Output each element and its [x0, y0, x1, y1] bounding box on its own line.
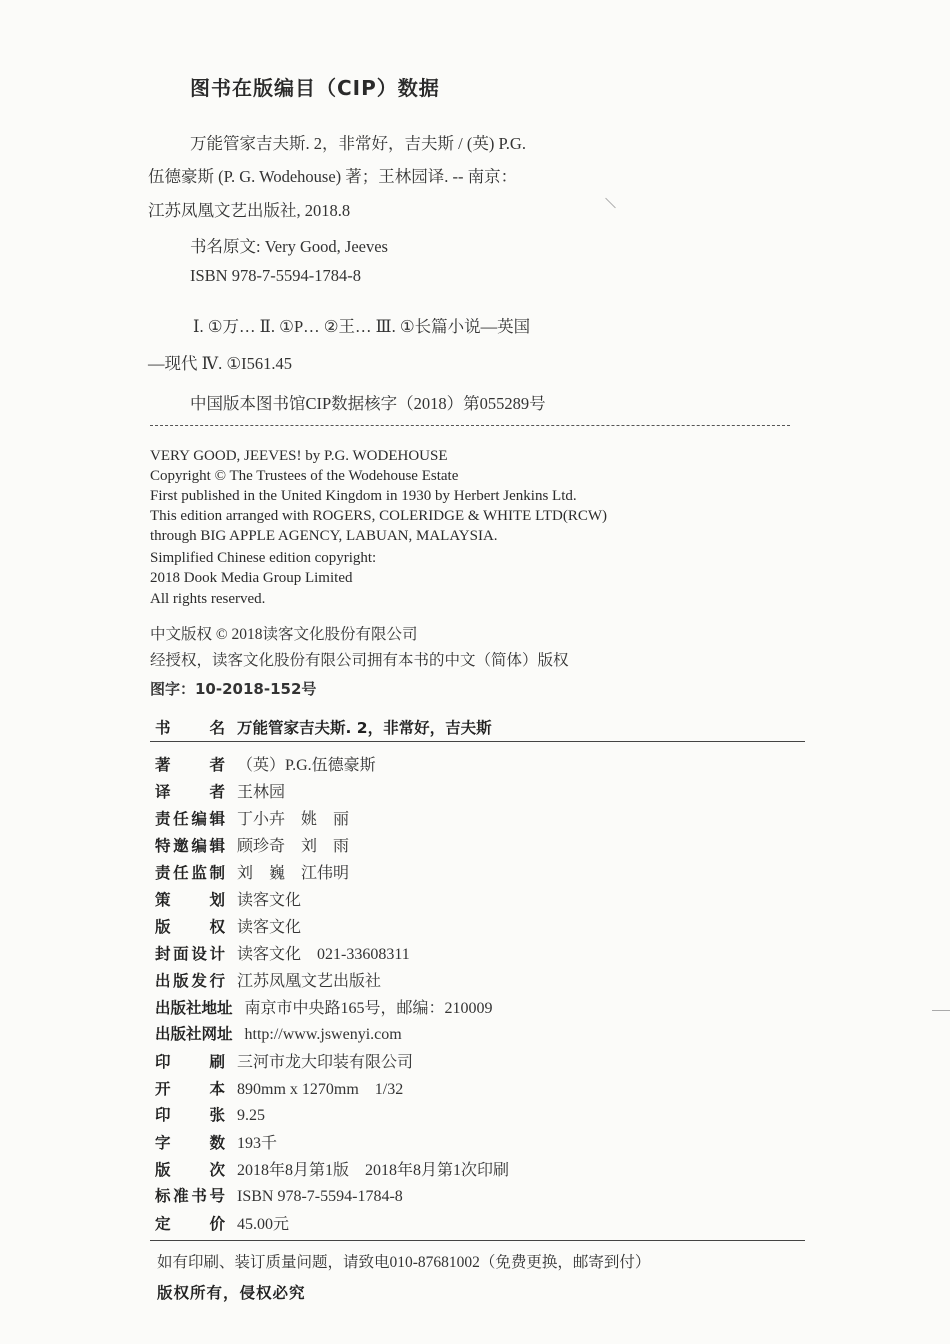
cip-line-6: Ⅰ. ①万… Ⅱ. ①P… ②王… Ⅲ. ①长篇小说—英国	[193, 317, 531, 336]
detail-value: 45.00元	[237, 1216, 290, 1233]
detail-label: 字 数	[155, 1134, 225, 1152]
detail-row-address	[155, 995, 493, 1019]
detail-row-word-count	[155, 1130, 277, 1154]
detail-label: 出版发行	[155, 972, 225, 990]
english-line-8: All rights reserved.	[150, 591, 266, 607]
detail-row-price	[155, 1211, 289, 1235]
detail-value: 王林园	[237, 784, 286, 801]
detail-row-publisher	[155, 968, 381, 992]
detail-label: 出版社网址	[155, 1025, 233, 1043]
detail-label: 责任监制	[155, 864, 225, 882]
detail-label: 印 张	[155, 1106, 225, 1124]
english-line-2: Copyright © The Trustees of the Wodehouse Estate	[150, 468, 459, 484]
footer-divider	[150, 1240, 805, 1241]
detail-value: 丁小卉 姚 丽	[237, 811, 350, 828]
book-title-value: 万能管家吉夫斯. 2，非常好，吉夫斯	[237, 719, 492, 737]
english-line-5: through BIG APPLE AGENCY, LABUAN, MALAYSIA.	[150, 528, 498, 544]
quality-notice: 如有印刷、装订质量问题，请致电010-87681002（免费更换，邮寄到付）	[157, 1254, 651, 1271]
dashed-divider	[150, 425, 790, 426]
detail-value: 读客文化	[237, 892, 302, 909]
detail-value: 读客文化 021-33608311	[237, 946, 410, 963]
detail-value: 读客文化	[237, 919, 302, 936]
detail-value: 三河市龙大印装有限公司	[237, 1054, 414, 1071]
chinese-rights-line-3: 图字：10-2018-152号	[150, 680, 317, 698]
cip-line-3: 江苏凤凰文艺出版社, 2018.8	[148, 201, 351, 220]
detail-value: 顾珍奇 刘 雨	[237, 838, 350, 855]
rights-reserved: 版权所有，侵权必究	[157, 1284, 306, 1302]
detail-label: 著 者	[155, 756, 225, 774]
title-divider	[150, 741, 805, 742]
detail-row-copyright	[155, 914, 301, 938]
detail-label: 标准书号	[155, 1187, 225, 1205]
chinese-rights-line-1: 中文版权 © 2018读客文化股份有限公司	[150, 626, 418, 643]
scan-mark	[605, 198, 616, 209]
detail-row-cover-design	[155, 941, 410, 965]
detail-row-supervisor	[155, 860, 349, 884]
detail-row-edition	[155, 1157, 509, 1181]
detail-row-sheets	[155, 1103, 265, 1127]
english-line-1: VERY GOOD, JEEVES! by P.G. WODEHOUSE	[150, 448, 448, 464]
detail-label: 责任编辑	[155, 810, 225, 828]
detail-label: 印 刷	[155, 1053, 225, 1071]
cip-line-1: 万能管家吉夫斯. 2，非常好，吉夫斯 / (英) P.G.	[190, 134, 526, 153]
detail-row-editor	[155, 806, 349, 830]
detail-label: 特邀编辑	[155, 837, 225, 855]
detail-row-translator	[155, 779, 285, 803]
detail-label: 出版社地址	[155, 999, 233, 1017]
detail-value: 890mm x 1270mm 1/32	[237, 1081, 404, 1098]
detail-value: 2018年8月第1版 2018年8月第1次印刷	[237, 1162, 510, 1179]
detail-row-author	[155, 752, 376, 776]
detail-label: 译 者	[155, 783, 225, 801]
detail-label: 开 本	[155, 1080, 225, 1098]
book-title-row	[155, 716, 492, 740]
cip-heading: 图书在版编目（CIP）数据	[190, 76, 440, 100]
detail-value: http://www.jswenyi.com	[244, 1026, 402, 1043]
detail-row-isbn	[155, 1184, 403, 1208]
detail-row-printer	[155, 1049, 413, 1073]
cip-line-2: 伍德豪斯 (P. G. Wodehouse) 著；王林园译. -- 南京：	[148, 167, 518, 186]
detail-label: 版 次	[155, 1161, 225, 1179]
detail-value: 刘 巍 江伟明	[237, 865, 350, 882]
detail-value: 南京市中央路165号，邮编：210009	[244, 1000, 493, 1017]
detail-value: 9.25	[237, 1107, 265, 1124]
english-line-4: This edition arranged with ROGERS, COLERIDGE & WHITE LTD(RCW)	[150, 508, 608, 524]
cip-line-7: —现代 Ⅳ. ①I561.45	[148, 354, 293, 373]
detail-value: 193千	[237, 1135, 278, 1152]
cip-line-8: 中国版本图书馆CIP数据核字（2018）第055289号	[190, 394, 546, 413]
detail-row-website	[155, 1022, 402, 1046]
cip-line-4: 书名原文: Very Good, Jeeves	[190, 237, 388, 256]
detail-label: 封面设计	[155, 945, 225, 963]
english-line-3: First published in the United Kingdom in 1930 by Herbert Jenkins Ltd.	[150, 488, 577, 504]
english-line-7: 2018 Dook Media Group Limited	[150, 570, 353, 586]
detail-value: ISBN 978-7-5594-1784-8	[237, 1188, 403, 1205]
cip-line-5: ISBN 978-7-5594-1784-8	[190, 266, 361, 285]
chinese-rights-line-2: 经授权，读客文化股份有限公司拥有本书的中文（简体）版权	[150, 652, 569, 669]
detail-value: （英）P.G.伍德豪斯	[237, 757, 376, 774]
detail-label: 定 价	[155, 1215, 225, 1233]
detail-row-format	[155, 1076, 403, 1100]
detail-row-planning	[155, 887, 301, 911]
detail-row-guest-editor	[155, 833, 349, 857]
english-line-6: Simplified Chinese edition copyright:	[150, 550, 377, 566]
scan-mark-edge	[932, 1010, 950, 1011]
detail-value: 江苏凤凰文艺出版社	[237, 973, 382, 990]
detail-label: 版 权	[155, 918, 225, 936]
detail-label: 策 划	[155, 891, 225, 909]
book-title-label: 书 名	[155, 719, 225, 737]
